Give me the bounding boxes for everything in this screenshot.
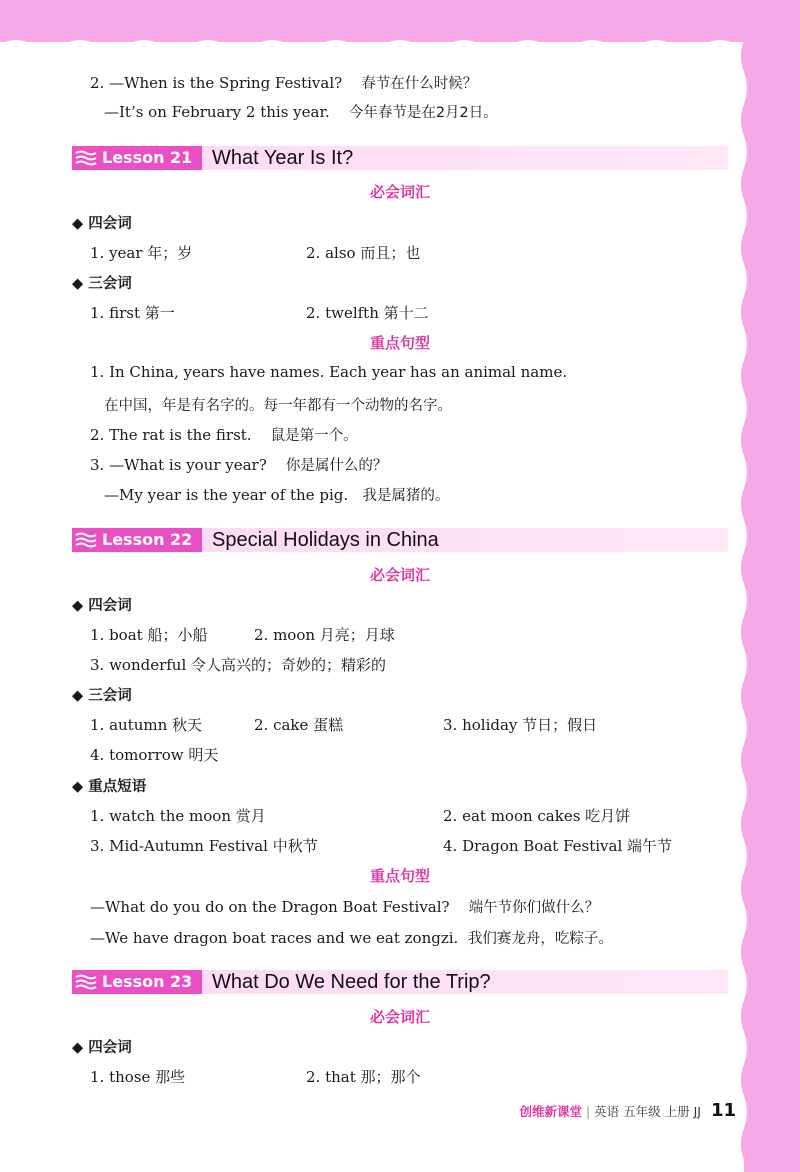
page-number: 11 [710, 1100, 736, 1121]
section-sentences: 重点句型 [369, 334, 430, 352]
subhead-three: ◆ 三会词 [72, 688, 132, 704]
footer-info: 英语 五年级 上册 JJ [594, 1104, 701, 1119]
phrase-item: 2. eat moon cakes 吃月饼 [443, 807, 631, 825]
vocab-item: 3. holiday 节日；假日 [443, 716, 598, 734]
page-footer: 创维新课堂 | 英语 五年级 上册 JJ 11 [519, 1100, 736, 1121]
sentence: —What do you do on the Dragon Boat Festival? 端午节你们做什么？ [90, 898, 600, 916]
sentence: 2. The rat is the first. 鼠是第一个。 [90, 426, 358, 444]
lesson-badge [72, 146, 202, 170]
subhead-four: ◆ 四会词 [72, 598, 132, 614]
section-sentences: 重点句型 [369, 867, 430, 885]
section-vocab: 必会词汇 [369, 1008, 430, 1026]
vocab-item: 1. autumn 秋天 [90, 716, 203, 734]
section-vocab: 必会词汇 [369, 183, 430, 201]
vocab-item: 2. also 而且；也 [306, 244, 421, 262]
dialog-answer: —It’s on February 2 this year. 今年春节是在2月2日。 [104, 103, 498, 121]
vocab-item: 4. tomorrow 明天 [90, 746, 219, 764]
vocab-item: 1. year 年；岁 [90, 244, 193, 262]
lesson-23-heading [72, 970, 728, 994]
vocab-item: 3. wonderful 令人高兴的；奇妙的；精彩的 [90, 656, 387, 674]
sentence: —My year is the year of the pig. 我是属猪的。 [104, 486, 450, 504]
footer-brand: 创维新课堂 [519, 1104, 582, 1119]
vocab-item: 2. cake 蛋糕 [254, 716, 344, 734]
subhead-four: ◆ 四会词 [72, 1040, 132, 1056]
lesson-badge [72, 970, 202, 994]
wave-stripes-icon [75, 150, 97, 166]
sentence-cn: 在中国，年是有名字的。每一年都有一个动物的名字。 [104, 398, 452, 414]
vocab-item: 2. twelfth 第十二 [306, 304, 429, 322]
subhead-phrases: ◆ 重点短语 [72, 779, 147, 795]
lesson-number: Lesson 21 [102, 148, 193, 167]
lesson-title: What Do We Need for the Trip? [212, 971, 491, 993]
phrase-item: 3. Mid-Autumn Festival 中秋节 [90, 837, 318, 855]
lesson-title: Special Holidays in China [212, 529, 439, 551]
subhead-four: ◆ 四会词 [72, 216, 132, 232]
lesson-number: Lesson 23 [102, 972, 193, 991]
lesson-number: Lesson 22 [102, 530, 193, 549]
vocab-item: 1. first 第一 [90, 304, 175, 322]
right-wavy-border [740, 0, 800, 1172]
sentence-en: 1. In China, years have names. Each year has an animal name. [90, 363, 568, 381]
vocab-item: 2. moon 月亮；月球 [254, 626, 395, 644]
phrase-item: 4. Dragon Boat Festival 端午节 [443, 837, 673, 855]
wave-stripes-icon [75, 532, 97, 548]
sentence: —We have dragon boat races and we eat zongzi. 我们赛龙舟，吃粽子。 [90, 929, 613, 947]
lesson-badge [72, 528, 202, 552]
dialog-question: 2. —When is the Spring Festival? 春节在什么时候？ [90, 74, 478, 92]
lesson-21-heading [72, 146, 728, 170]
vocab-item: 2. that 那；那个 [306, 1068, 421, 1086]
vocab-item: 1. boat 船；小船 [90, 626, 208, 644]
lesson-title: What Year Is It? [212, 147, 354, 169]
phrase-item: 1. watch the moon 赏月 [90, 807, 266, 825]
wave-stripes-icon [75, 974, 97, 990]
section-vocab: 必会词汇 [369, 566, 430, 584]
lesson-22-heading [72, 528, 728, 552]
vocab-item: 1. those 那些 [90, 1068, 186, 1086]
sentence: 3. —What is your year? 你是属什么的？ [90, 456, 388, 474]
subhead-three: ◆ 三会词 [72, 276, 132, 292]
